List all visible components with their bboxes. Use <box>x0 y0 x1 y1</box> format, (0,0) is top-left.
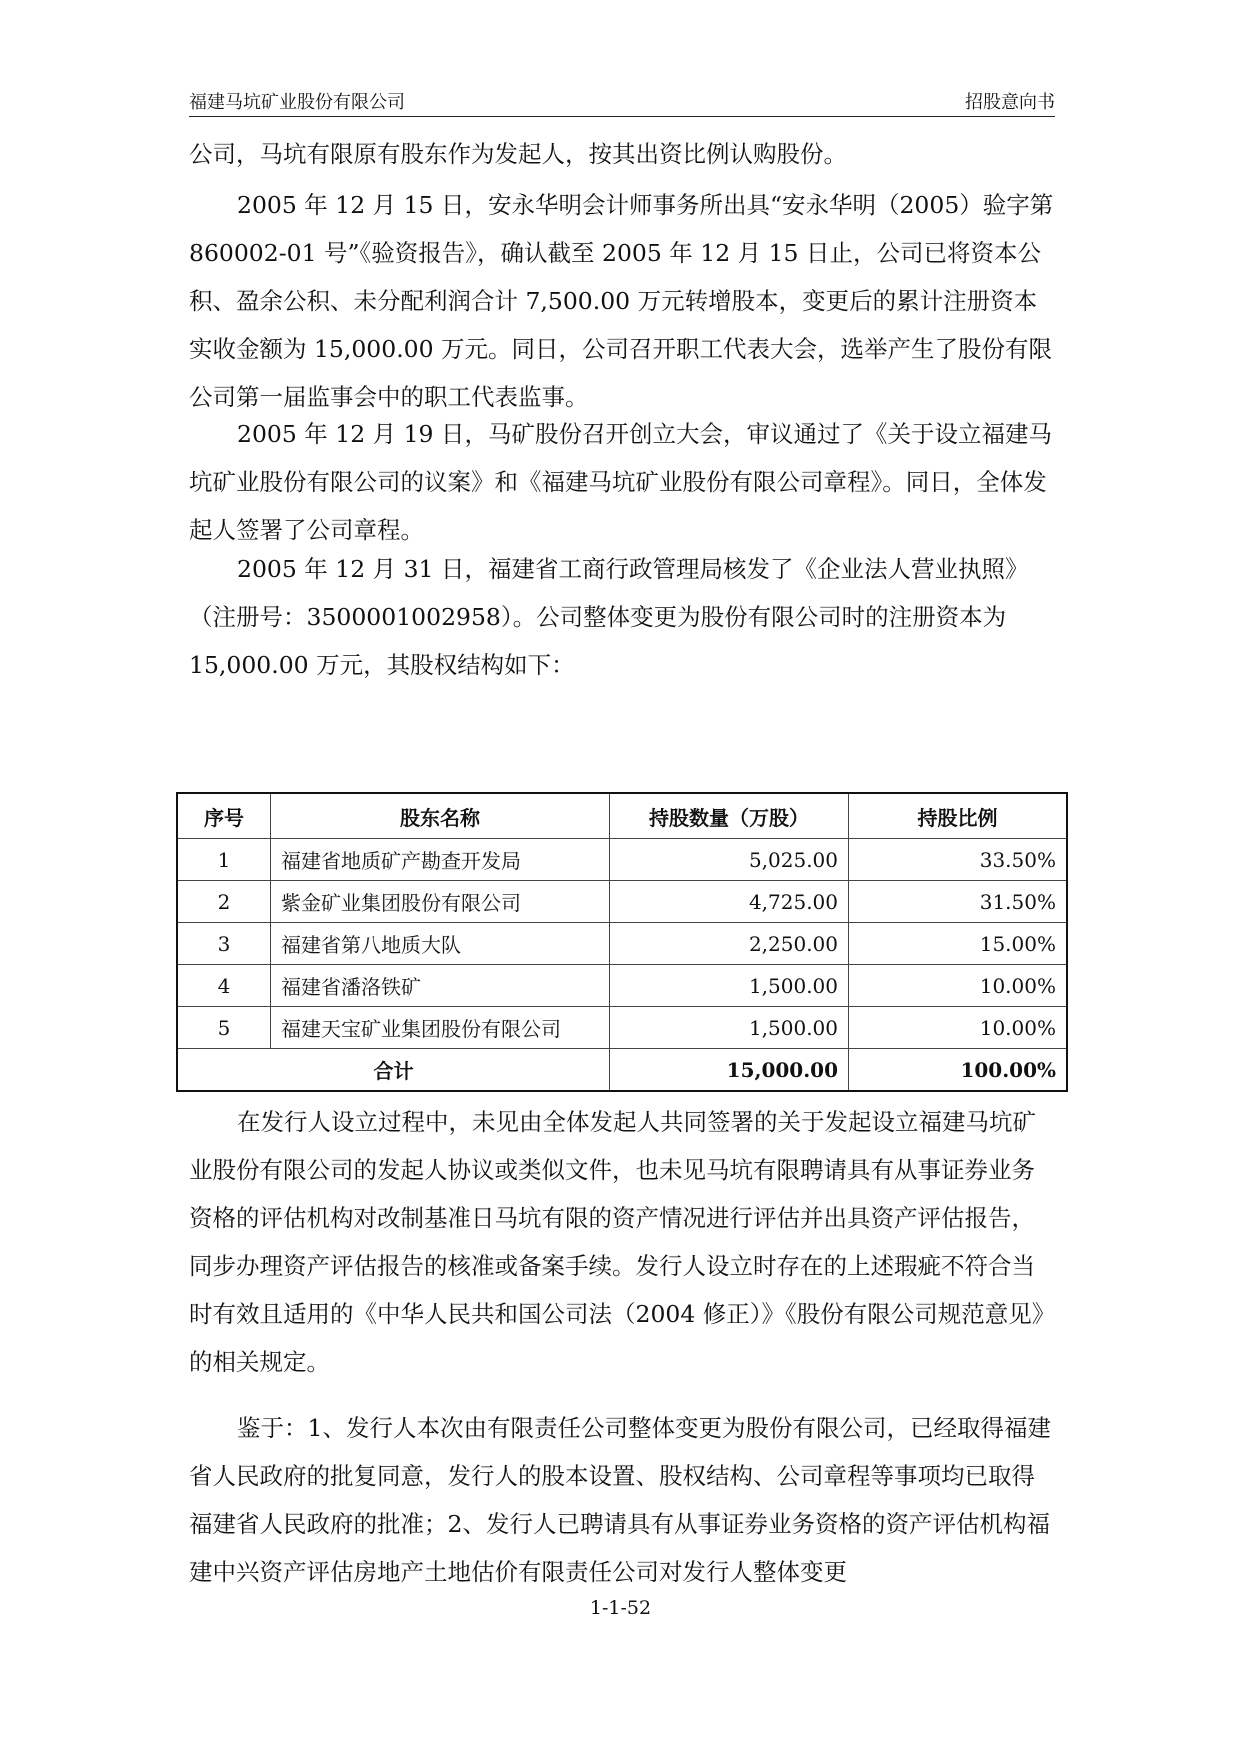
total-shares: 15,000.00 <box>610 1049 849 1092</box>
cell-name: 福建省地质矿产勘查开发局 <box>271 839 610 881</box>
cell-name: 福建省第八地质大队 <box>271 923 610 965</box>
paragraph: 在发行人设立过程中，未见由全体发起人共同签署的关于发起设立福建马坑矿业股份有限公司的发起人协议或类似文件，也未见马坑有限聘请具有从事证券业务资格的评估机构对改制基准日马坑有限的资产情况进行评估并出具资产评估报告，同步办理资产评估报告的核准或备案手续。发行人设立时存在的上述瑕疵不符合当时有效且适用的《中华人民共和国公司法（2004 修正）》《股份有限公司规范意见》的相关规定。 <box>189 1108 1044 1376</box>
cell-shares: 2,250.00 <box>610 923 849 965</box>
total-ratio: 100.00% <box>849 1049 1068 1092</box>
table-row <box>177 839 1067 881</box>
cell-name: 紫金矿业集团股份有限公司 <box>271 881 610 923</box>
cell-name: 福建天宝矿业集团股份有限公司 <box>271 1007 610 1049</box>
paragraph: 公司，马坑有限原有股东作为发起人，按其出资比例认购股份。 <box>189 140 847 168</box>
paragraph: 2005 年 12 月 19 日，马矿股份召开创立大会，审议通过了《关于设立福建马坑矿业股份有限公司的议案》和《福建马坑矿业股份有限公司章程》。同日，全体发起人签署了公司章程。 <box>189 420 1052 544</box>
cell-no: 1 <box>177 839 271 881</box>
col-header-ratio: 持股比例 <box>849 793 1068 839</box>
col-header-no: 序号 <box>177 793 271 839</box>
cell-no: 5 <box>177 1007 271 1049</box>
cell-name: 福建省潘洛铁矿 <box>271 965 610 1007</box>
table-row <box>177 923 1067 965</box>
paragraph: 2005 年 12 月 31 日，福建省工商行政管理局核发了《企业法人营业执照》（注册号：3500001002958）。公司整体变更为股份有限公司时的注册资本为 15,000.00 万元，其股权结构如下： <box>189 555 1029 679</box>
table-row <box>177 1007 1067 1049</box>
shareholding-table <box>176 792 1068 1092</box>
cell-no: 2 <box>177 881 271 923</box>
cell-shares: 5,025.00 <box>610 839 849 881</box>
page-header <box>189 84 1055 117</box>
cell-ratio: 15.00% <box>849 923 1068 965</box>
cell-no: 4 <box>177 965 271 1007</box>
cell-no: 3 <box>177 923 271 965</box>
cell-shares: 1,500.00 <box>610 1007 849 1049</box>
cell-ratio: 31.50% <box>849 881 1068 923</box>
cell-ratio: 10.00% <box>849 965 1068 1007</box>
table-header-row <box>177 793 1067 839</box>
header-company: 福建马坑矿业股份有限公司 <box>189 92 405 113</box>
cell-shares: 1,500.00 <box>610 965 849 1007</box>
col-header-name: 股东名称 <box>271 793 610 839</box>
table-row <box>177 965 1067 1007</box>
header-doc-type: 招股意向书 <box>965 92 1055 113</box>
col-header-shares: 持股数量（万股） <box>610 793 849 839</box>
cell-ratio: 10.00% <box>849 1007 1068 1049</box>
cell-shares: 4,725.00 <box>610 881 849 923</box>
paragraph: 2005 年 12 月 15 日，安永华明会计师事务所出具“安永华明（2005）验字第 860002-01 号”《验资报告》，确认截至 2005 年 12 月 15 日止，公司已将资本公积、盈余公积、未分配利润合计 7,500.00 万元转增股本，变更后的累计注册资本实收金额为 15,000.00 万元。同日，公司召开职工代表大会，选举产生了股份有限公司第一届监事会中的职工代表监事。 <box>189 191 1054 411</box>
total-label: 合计 <box>177 1049 610 1092</box>
table-total-row <box>177 1049 1067 1092</box>
cell-ratio: 33.50% <box>849 839 1068 881</box>
paragraph: 鉴于：1、发行人本次由有限责任公司整体变更为股份有限公司，已经取得福建省人民政府的批复同意，发行人的股本设置、股权结构、公司章程等事项均已取得福建省人民政府的批准；2、发行人已聘请具有从事证券业务资格的资产评估机构福建中兴资产评估房地产土地估价有限责任公司对发行人整体变更 <box>189 1414 1051 1586</box>
page-number: 1-1-52 <box>589 1597 652 1619</box>
table-row <box>177 881 1067 923</box>
